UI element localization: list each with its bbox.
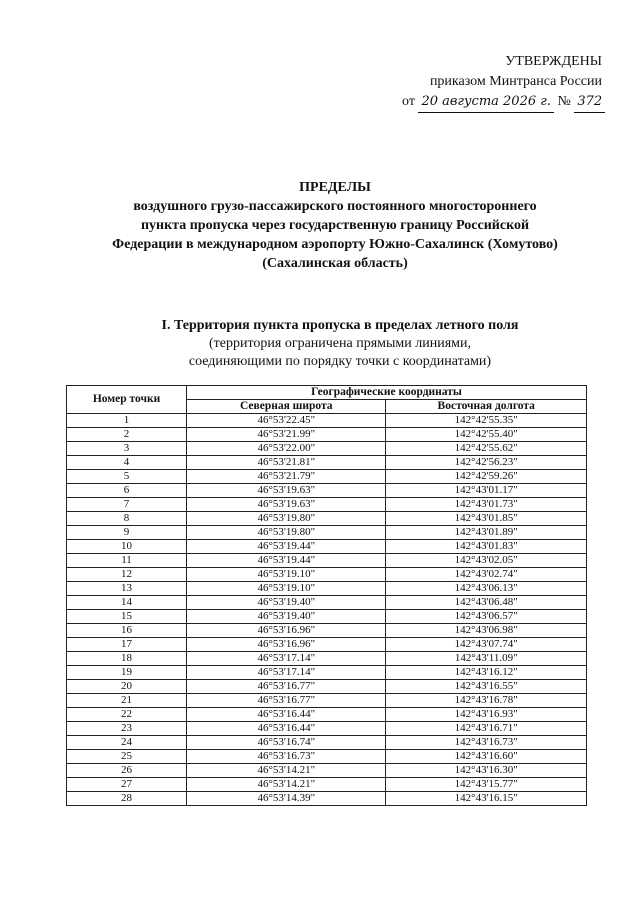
longitude-cell: 142°43'06.13" [386, 582, 587, 596]
longitude-cell: 142°43'16.93" [386, 708, 587, 722]
table-row [67, 792, 587, 806]
point-number-cell: 13 [67, 582, 187, 596]
latitude-cell: 46°53'19.80" [187, 526, 386, 540]
coordinates-table [66, 385, 587, 806]
point-number-cell: 24 [67, 736, 187, 750]
point-number-cell: 6 [67, 484, 187, 498]
section-subtitle-1: (территория ограничена прямыми линиями, [208, 336, 472, 351]
table-row [67, 638, 587, 652]
point-number-cell: 20 [67, 680, 187, 694]
longitude-cell: 142°42'55.35" [386, 414, 587, 428]
point-number-cell: 12 [67, 568, 187, 582]
table-row [67, 498, 587, 512]
longitude-cell: 142°43'02.74" [386, 568, 587, 582]
table-row [67, 680, 587, 694]
point-number-cell: 17 [67, 638, 187, 652]
latitude-cell: 46°53'22.45" [187, 414, 386, 428]
point-number-cell: 2 [67, 428, 187, 442]
header-point-number: Номер точки [67, 386, 187, 414]
point-number-cell: 8 [67, 512, 187, 526]
longitude-cell: 142°43'16.71" [386, 722, 587, 736]
point-number-cell: 15 [67, 610, 187, 624]
point-number-cell: 25 [67, 750, 187, 764]
longitude-cell: 142°42'55.62" [386, 442, 587, 456]
table-row [67, 610, 587, 624]
longitude-cell: 142°43'02.05" [386, 554, 587, 568]
approval-date-line [402, 92, 602, 113]
header-latitude: Северная широта [187, 400, 386, 414]
table-row [67, 526, 587, 540]
table-row [67, 708, 587, 722]
longitude-cell: 142°43'06.57" [386, 610, 587, 624]
point-number-cell: 27 [67, 778, 187, 792]
point-number-cell: 4 [67, 456, 187, 470]
latitude-cell: 46°53'14.39" [187, 792, 386, 806]
title-line-4: Федерации в международном аэропорту Южно-Сахалинск (Хомутово) [112, 237, 558, 252]
table-row [67, 666, 587, 680]
table-row [67, 750, 587, 764]
latitude-cell: 46°53'16.44" [187, 708, 386, 722]
point-number-cell: 21 [67, 694, 187, 708]
point-number-cell: 3 [67, 442, 187, 456]
section-header [70, 317, 610, 371]
latitude-cell: 46°53'17.14" [187, 666, 386, 680]
latitude-cell: 46°53'21.79" [187, 470, 386, 484]
point-number-cell: 19 [67, 666, 187, 680]
latitude-cell: 46°53'16.44" [187, 722, 386, 736]
latitude-cell: 46°53'16.73" [187, 750, 386, 764]
latitude-cell: 46°53'19.44" [187, 554, 386, 568]
latitude-cell: 46°53'19.80" [187, 512, 386, 526]
table-row [67, 736, 587, 750]
table-row [67, 624, 587, 638]
longitude-cell: 142°43'16.78" [386, 694, 587, 708]
title-line-2: воздушного грузо-пассажирского постоянного многостороннего [133, 199, 537, 214]
coordinates-table-body [67, 414, 587, 806]
table-row [67, 540, 587, 554]
latitude-cell: 46°53'16.74" [187, 736, 386, 750]
table-row [67, 470, 587, 484]
latitude-cell: 46°53'17.14" [187, 652, 386, 666]
point-number-cell: 26 [67, 764, 187, 778]
table-row [67, 554, 587, 568]
header-longitude: Восточная долгота [386, 400, 587, 414]
number-prefix: № [557, 94, 571, 109]
longitude-cell: 142°43'01.17" [386, 484, 587, 498]
title-line-5: (Сахалинская область) [262, 256, 408, 271]
date-prefix: от [402, 94, 415, 109]
latitude-cell: 46°53'16.96" [187, 638, 386, 652]
latitude-cell: 46°53'21.99" [187, 428, 386, 442]
latitude-cell: 46°53'19.40" [187, 610, 386, 624]
table-row [67, 694, 587, 708]
latitude-cell: 46°53'16.96" [187, 624, 386, 638]
latitude-cell: 46°53'22.00" [187, 442, 386, 456]
table-row [67, 582, 587, 596]
latitude-cell: 46°53'19.40" [187, 596, 386, 610]
latitude-cell: 46°53'19.10" [187, 582, 386, 596]
latitude-cell: 46°53'19.63" [187, 484, 386, 498]
document-title [80, 178, 590, 273]
longitude-cell: 142°43'07.74" [386, 638, 587, 652]
approval-order: приказом Минтранса России [429, 74, 602, 89]
point-number-cell: 22 [67, 708, 187, 722]
longitude-cell: 142°43'01.85" [386, 512, 587, 526]
latitude-cell: 46°53'16.77" [187, 694, 386, 708]
longitude-cell: 142°42'59.26" [386, 470, 587, 484]
longitude-cell: 142°42'56.23" [386, 456, 587, 470]
approval-block [402, 52, 602, 113]
point-number-cell: 11 [67, 554, 187, 568]
handwritten-date: 20 августа 2026 г. [418, 92, 554, 113]
table-row [67, 652, 587, 666]
section-heading: I. Территория пункта пропуска в пределах летного поля [161, 318, 519, 333]
longitude-cell: 142°42'55.40" [386, 428, 587, 442]
table-row [67, 778, 587, 792]
latitude-cell: 46°53'19.63" [187, 498, 386, 512]
latitude-cell: 46°53'16.77" [187, 680, 386, 694]
longitude-cell: 142°43'16.60" [386, 750, 587, 764]
latitude-cell: 46°53'19.44" [187, 540, 386, 554]
table-row [67, 596, 587, 610]
longitude-cell: 142°43'16.15" [386, 792, 587, 806]
longitude-cell: 142°43'01.89" [386, 526, 587, 540]
table-row [67, 512, 587, 526]
point-number-cell: 9 [67, 526, 187, 540]
point-number-cell: 14 [67, 596, 187, 610]
table-row [67, 568, 587, 582]
point-number-cell: 7 [67, 498, 187, 512]
section-subtitle-2: соединяющими по порядку точки с координатами) [188, 354, 492, 369]
handwritten-number: 372 [574, 92, 605, 113]
point-number-cell: 23 [67, 722, 187, 736]
latitude-cell: 46°53'14.21" [187, 778, 386, 792]
longitude-cell: 142°43'01.73" [386, 498, 587, 512]
latitude-cell: 46°53'21.81" [187, 456, 386, 470]
longitude-cell: 142°43'15.77" [386, 778, 587, 792]
table-row [67, 414, 587, 428]
table-row [67, 442, 587, 456]
point-number-cell: 10 [67, 540, 187, 554]
longitude-cell: 142°43'16.73" [386, 736, 587, 750]
latitude-cell: 46°53'14.21" [187, 764, 386, 778]
point-number-cell: 1 [67, 414, 187, 428]
longitude-cell: 142°43'16.12" [386, 666, 587, 680]
longitude-cell: 142°43'11.09" [386, 652, 587, 666]
table-row [67, 428, 587, 442]
header-geo-coordinates: Географические координаты [187, 386, 587, 400]
point-number-cell: 16 [67, 624, 187, 638]
longitude-cell: 142°43'16.55" [386, 680, 587, 694]
approval-title: УТВЕРЖДЕНЫ [505, 54, 602, 69]
longitude-cell: 142°43'01.83" [386, 540, 587, 554]
longitude-cell: 142°43'06.98" [386, 624, 587, 638]
point-number-cell: 5 [67, 470, 187, 484]
longitude-cell: 142°43'16.30" [386, 764, 587, 778]
point-number-cell: 28 [67, 792, 187, 806]
latitude-cell: 46°53'19.10" [187, 568, 386, 582]
title-line-3: пункта пропуска через государственную границу Российской [140, 218, 530, 233]
point-number-cell: 18 [67, 652, 187, 666]
longitude-cell: 142°43'06.48" [386, 596, 587, 610]
title-line-1: ПРЕДЕЛЫ [299, 180, 371, 195]
table-row [67, 456, 587, 470]
table-row [67, 484, 587, 498]
table-row [67, 764, 587, 778]
table-row [67, 722, 587, 736]
